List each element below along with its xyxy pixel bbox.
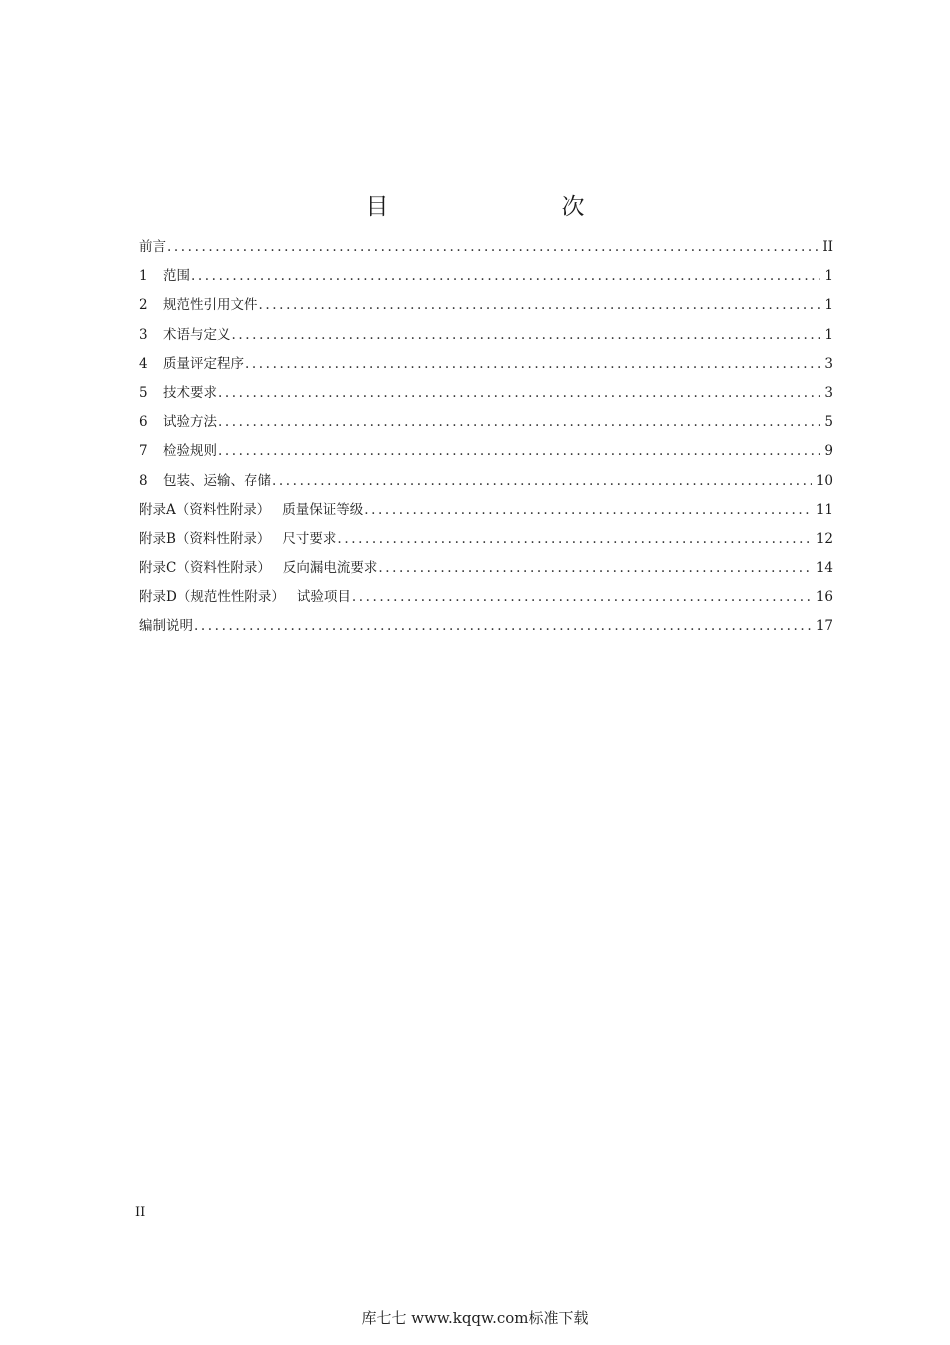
toc-entry-number: 2 bbox=[139, 297, 148, 314]
toc-entry-label: 术语与定义 bbox=[163, 326, 231, 343]
page-title: 目 次 bbox=[365, 194, 668, 220]
toc-entry-label: 范围 bbox=[163, 268, 190, 285]
toc-entry-prefix: 附录B（资料性附录） bbox=[139, 530, 271, 547]
toc-entry-number: 5 bbox=[139, 384, 148, 401]
toc-entry-number: 7 bbox=[139, 443, 148, 460]
toc-entry-number: 4 bbox=[139, 355, 148, 372]
toc-entry-page: 3 bbox=[824, 384, 833, 401]
toc-entry-number: 1 bbox=[139, 268, 148, 285]
toc-leader bbox=[218, 385, 820, 401]
toc-entry-label: 尺寸要求 bbox=[282, 530, 337, 547]
toc-entry-page: II bbox=[822, 239, 833, 255]
toc-entry-prefix: 附录D（规范性性附录） bbox=[139, 589, 285, 606]
toc-entry-test-methods[interactable] bbox=[139, 410, 833, 439]
toc-entry-page: 11 bbox=[815, 501, 833, 518]
toc-entry-appendix-b[interactable] bbox=[139, 527, 833, 556]
toc-leader bbox=[194, 618, 812, 634]
toc-entry-appendix-a[interactable] bbox=[139, 498, 833, 527]
page-number: II bbox=[135, 1205, 146, 1220]
toc-entry-label: 试验项目 bbox=[296, 589, 351, 606]
toc-leader bbox=[337, 531, 811, 547]
toc-entry-page: 10 bbox=[815, 472, 833, 489]
toc-leader bbox=[167, 239, 818, 255]
toc-entry-page: 1 bbox=[824, 326, 833, 343]
toc-entry-normative-references[interactable] bbox=[139, 293, 833, 322]
toc-entry-label: 前言 bbox=[139, 239, 166, 255]
toc-leader bbox=[272, 473, 812, 489]
toc-entry-scope[interactable] bbox=[139, 264, 833, 293]
toc-entry-number: 3 bbox=[139, 326, 148, 343]
toc-entry-label: 检验规则 bbox=[163, 443, 217, 460]
toc-entry-label: 编制说明 bbox=[139, 618, 193, 635]
toc-entry-page: 17 bbox=[815, 618, 833, 635]
toc-leader bbox=[364, 502, 812, 518]
toc-entry-label: 规范性引用文件 bbox=[163, 297, 258, 314]
toc-entry-label: 质量保证等级 bbox=[282, 501, 364, 518]
toc-entry-label: 反向漏电流要求 bbox=[282, 560, 378, 577]
toc-entry-inspection-rules[interactable] bbox=[139, 439, 833, 468]
toc-entry-page: 1 bbox=[824, 268, 833, 285]
toc-entry-number: 6 bbox=[139, 414, 148, 431]
table-of-contents bbox=[139, 235, 833, 644]
toc-leader bbox=[218, 414, 820, 430]
toc-leader bbox=[191, 268, 820, 284]
toc-entry-page: 14 bbox=[815, 560, 833, 577]
toc-leader bbox=[232, 327, 821, 343]
toc-entry-compilation-notes[interactable] bbox=[139, 614, 833, 643]
footer-watermark: 库七七 www.kqqw.com标准下载 bbox=[361, 1309, 589, 1327]
toc-leader bbox=[259, 297, 821, 313]
toc-entry-prefix: 附录A（资料性附录） bbox=[139, 501, 271, 518]
toc-entry-prefix: 附录C（资料性附录） bbox=[139, 560, 271, 577]
toc-leader bbox=[352, 589, 812, 605]
toc-entry-page: 16 bbox=[815, 589, 833, 606]
toc-entry-appendix-c[interactable] bbox=[139, 556, 833, 585]
toc-entry-page: 9 bbox=[824, 443, 833, 460]
toc-entry-terms-definitions[interactable] bbox=[139, 323, 833, 352]
toc-entry-foreword[interactable] bbox=[139, 235, 833, 264]
toc-entry-label: 技术要求 bbox=[163, 384, 217, 401]
toc-entry-page: 5 bbox=[824, 414, 833, 431]
toc-entry-label: 质量评定程序 bbox=[163, 355, 244, 372]
toc-entry-page: 12 bbox=[815, 530, 833, 547]
toc-leader bbox=[378, 560, 811, 576]
toc-entry-number: 8 bbox=[139, 472, 148, 489]
toc-entry-page: 3 bbox=[824, 355, 833, 372]
toc-entry-quality-assessment[interactable] bbox=[139, 352, 833, 381]
toc-leader bbox=[245, 356, 820, 372]
toc-entry-appendix-d[interactable] bbox=[139, 585, 833, 614]
toc-entry-label: 包装、运输、存储 bbox=[163, 472, 271, 489]
toc-leader bbox=[218, 443, 820, 459]
toc-entry-label: 试验方法 bbox=[163, 414, 217, 431]
toc-entry-page: 1 bbox=[824, 297, 833, 314]
toc-entry-packaging[interactable] bbox=[139, 469, 833, 498]
toc-entry-technical-requirements[interactable] bbox=[139, 381, 833, 410]
